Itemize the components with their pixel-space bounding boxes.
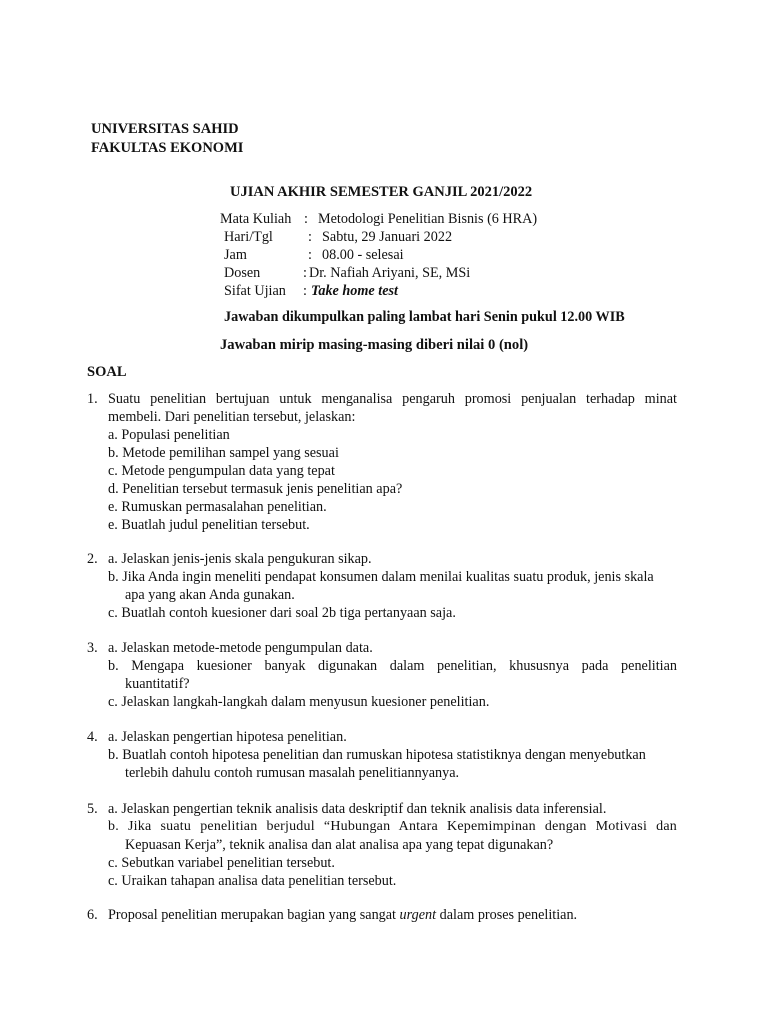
sub-item: c. Buatlah contoh kuesioner dari soal 2b tiga pertanyaan saja.	[108, 605, 456, 621]
sub-item-cont: terlebih dahulu contoh rumusan masalah penelitiannyanya.	[125, 765, 460, 781]
question-number: 6.	[87, 907, 98, 923]
question-number: 2.	[87, 551, 98, 567]
question-stem-cont: membeli. Dari penelitian tersebut, jelaskan:	[108, 409, 356, 425]
info-value: Metodologi Penelitian Bisnis (6 HRA)	[318, 211, 538, 227]
info-value: 08.00 - selesai	[322, 247, 404, 263]
info-label: Jam	[224, 247, 247, 263]
sub-item: b. Jika Anda ingin meneliti pendapat konsumen dalam menilai kualitas suatu produk, jenis skala	[108, 569, 654, 585]
sub-item: b. Mengapa kuesioner banyak digunakan dalam penelitian, khususnya pada penelitian	[108, 658, 677, 674]
sub-item: a. Jelaskan pengertian teknik analisis data deskriptif dan teknik analisis data inferensial.	[108, 801, 607, 817]
question-1	[87, 390, 677, 534]
info-row-exam-type	[224, 282, 537, 300]
question-stem	[108, 906, 677, 924]
info-separator: :	[308, 229, 312, 245]
info-value: Sabtu, 29 Januari 2022	[322, 229, 453, 245]
stem-emphasis: urgent	[399, 907, 437, 923]
sub-item: a. Populasi penelitian	[108, 427, 230, 443]
info-label: Hari/Tgl	[224, 229, 273, 245]
stem-text: dalam proses penelitian.	[436, 907, 578, 923]
sub-item-cont: apa yang akan Anda gunakan.	[125, 587, 295, 603]
question-number: 5.	[87, 801, 98, 817]
exam-title: UJIAN AKHIR SEMESTER GANJIL 2021/2022	[230, 184, 533, 200]
sub-item: d. Penelitian tersebut termasuk jenis penelitian apa?	[108, 481, 403, 497]
question-5	[87, 800, 677, 890]
question-number: 1.	[87, 391, 98, 407]
info-row-date	[224, 228, 537, 246]
exam-info	[220, 210, 537, 300]
info-row-lecturer	[224, 264, 537, 282]
soal-heading: SOAL	[87, 364, 127, 380]
info-separator: :	[303, 265, 307, 281]
sub-item: a. Jelaskan pengertian hipotesa penelitian.	[108, 729, 347, 745]
faculty-name: FAKULTAS EKONOMI	[91, 140, 244, 156]
sub-item: c. Jelaskan langkah-langkah dalam menyusun kuesioner penelitian.	[108, 694, 490, 710]
sub-item: c. Uraikan tahapan analisa data penelitian tersebut.	[108, 873, 397, 889]
info-label: Mata Kuliah	[220, 211, 292, 227]
sub-item: e. Buatlah judul penelitian tersebut.	[108, 517, 310, 533]
info-label: Dosen	[224, 265, 261, 281]
university-name: UNIVERSITAS SAHID	[91, 121, 239, 137]
deadline-note: Jawaban dikumpulkan paling lambat hari Senin pukul 12.00 WIB	[224, 309, 625, 325]
stem-text: Proposal penelitian merupakan bagian yang sangat	[108, 907, 400, 923]
sub-item: a. Jelaskan metode-metode pengumpulan data.	[108, 640, 373, 656]
question-6	[87, 906, 677, 924]
question-3	[87, 639, 677, 711]
info-separator: :	[308, 247, 312, 263]
question-2	[87, 550, 677, 622]
question-4	[87, 728, 677, 782]
info-value: Take home test	[311, 283, 398, 299]
info-value: Dr. Nafiah Ariyani, SE, MSi	[309, 265, 471, 281]
info-row-time	[224, 246, 537, 264]
sub-item: c. Sebutkan variabel penelitian tersebut.	[108, 855, 335, 871]
sub-item-cont: kuantitatif?	[125, 676, 190, 692]
info-row-course	[220, 210, 537, 228]
sub-item: b. Buatlah contoh hipotesa penelitian dan rumuskan hipotesa statistiknya dengan menyebutkan	[108, 747, 646, 763]
question-stem: Suatu penelitian bertujuan untuk menganalisa pengaruh promosi penjualan terhadap minat	[108, 391, 677, 407]
sub-item: b. Metode pemilihan sampel yang sesuai	[108, 445, 339, 461]
sub-item-cont: Kepuasan Kerja”, teknik analisa dan alat analisa apa yang tepat digunakan?	[125, 837, 554, 853]
info-separator: :	[303, 283, 307, 299]
sub-item: e. Rumuskan permasalahan penelitian.	[108, 499, 327, 515]
sub-item: b. Jika suatu penelitian berjudul “Hubungan Antara Kepemimpinan dengan Motivasi dan	[108, 819, 677, 834]
question-number: 4.	[87, 729, 98, 745]
similar-answer-note: Jawaban mirip masing-masing diberi nilai 0 (nol)	[220, 337, 529, 353]
sub-item: a. Jelaskan jenis-jenis skala pengukuran sikap.	[108, 551, 372, 567]
info-separator: :	[304, 211, 308, 227]
sub-item: c. Metode pengumpulan data yang tepat	[108, 463, 335, 479]
question-number: 3.	[87, 640, 98, 656]
info-label: Sifat Ujian	[224, 283, 286, 299]
institution-header	[91, 120, 243, 158]
